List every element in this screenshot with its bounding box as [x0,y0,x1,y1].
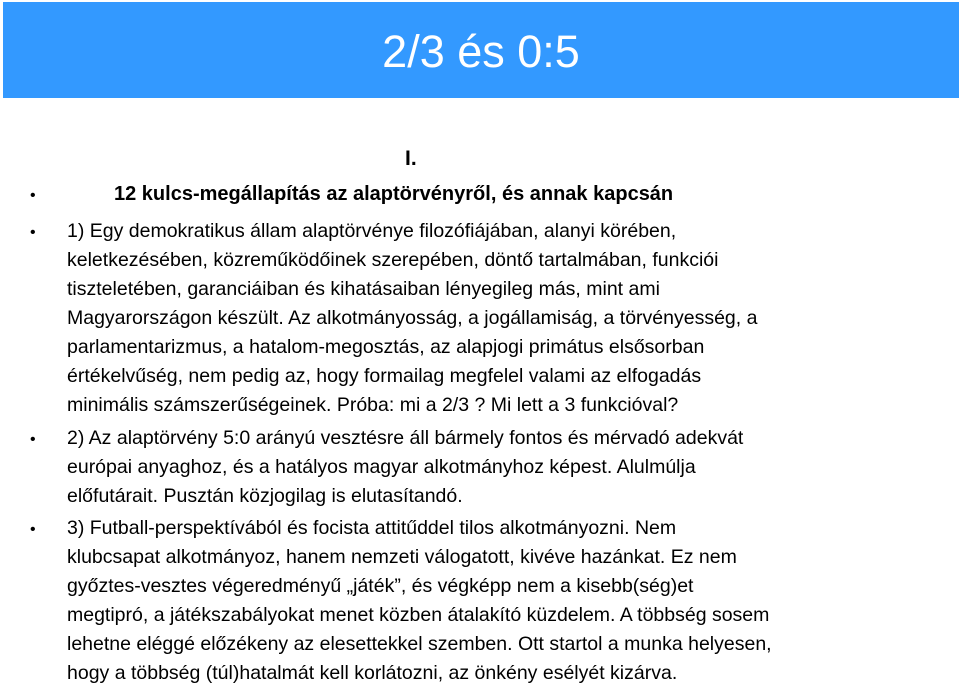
slide-title: 2/3 és 0:5 [382,26,580,77]
title-bar [3,2,959,98]
paragraph-line: klubcsapat alkotmányoz, hanem nemzeti válogatott, kivéve hazánkat. Ez nem [67,546,737,568]
paragraph-line: értékelvűség, nem pedig az, hogy formailag megfelel valami az elfogadás [67,365,702,387]
bullet-icon: • [30,224,36,241]
bullet-icon: • [30,521,36,538]
paragraph-line: 1) Egy demokratikus állam alaptörvénye filozófiájában, alanyi körében, [67,220,677,242]
paragraph-line: győztes-vesztes végeredményű „játék”, és végképp nem a kisebb(ség)et [67,575,694,597]
section-marker: I. [405,147,417,170]
heading: 12 kulcs-megállapítás az alaptörvényről, és annak kapcsán [114,183,674,205]
bullet-icon: • [30,187,36,204]
bullet-icon: • [30,431,36,448]
paragraph-line: keletkezésében, közreműködőinek szerepében, döntő tartalmában, funkciói [67,249,719,271]
paragraph-line: parlamentarizmus, a hatalom-megosztás, az alapjogi primátus elsősorban [67,336,705,358]
paragraph-line: európai anyaghoz, és a hatályos magyar alkotmányhoz képest. Alulmúlja [67,456,696,478]
paragraph-line: minimális számszerűségeinek. Próba: mi a 2/3 ? Mi lett a 3 funkcióval? [67,394,679,416]
paragraph-line: előfutárait. Pusztán közjogilag is elutasítandó. [67,485,463,507]
paragraph-line: tiszteletében, garanciáiban és kihatásaiban lényegileg más, mint ami [67,278,660,300]
paragraph-line: 2) Az alaptörvény 5:0 arányú vesztésre áll bármely fontos és mérvadó adekvát [67,427,744,449]
paragraph-line: 3) Futball-perspektívából és focista attitűddel tilos alkotmányozni. Nem [67,517,677,539]
paragraph-line: lehetne eléggé előzékeny az elesettekkel szemben. Ott startol a munka helyesen, [67,633,772,655]
paragraph-line: megtipró, a játékszabályokat menet közben átalakító küzdelem. A többség sosem [67,604,770,626]
paragraph-line: hogy a többség (túl)hatalmát kell korlátozni, az önkény esélyét kizárva. [67,662,678,684]
paragraph-line: Magyarországon készült. Az alkotmányosság, a jogállamiság, a törvényesség, a [67,307,758,329]
